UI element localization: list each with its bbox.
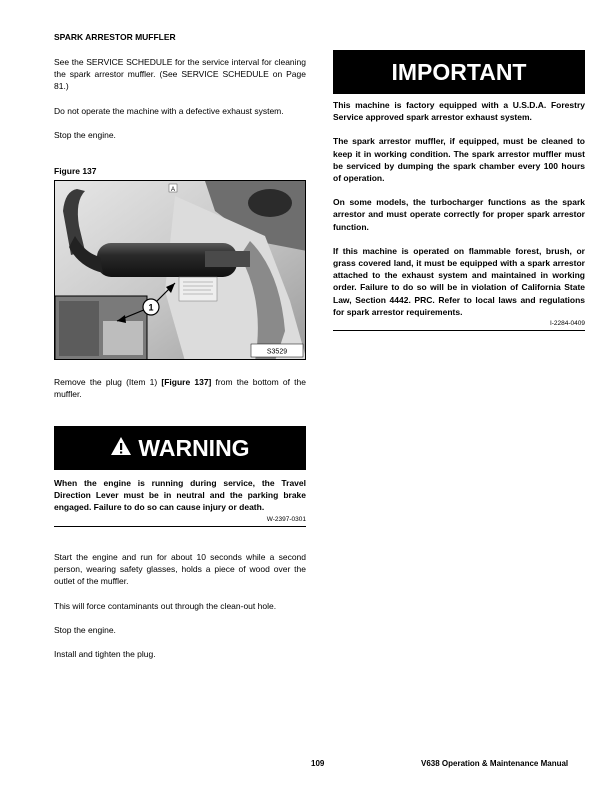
procedure-text bbox=[54, 551, 306, 660]
callout-number: 1 bbox=[148, 302, 154, 313]
important-paragraph: If this machine is operated on flammable forest, brush, or grass covered land, it must be equipped with a spark arrestor attached to the exhaust system and maintained in working order. Failure to do so will be in violation of California State Law, Section 4442. PRC. Refer to local laws and regulations for spark arrestor requirements. bbox=[333, 245, 585, 317]
paragraph: Install and tighten the plug. bbox=[54, 649, 156, 660]
warning-text: When the engine is running during service, the Travel Direction Lever must be in neutral and the parking brake engaged. Failure to do so can cause injury or death. bbox=[54, 478, 306, 513]
manual-title: V638 Operation & Maintenance Manual bbox=[421, 759, 569, 768]
section-heading: SPARK ARRESTOR MUFFLER bbox=[54, 32, 176, 42]
important-paragraph: On some models, the turbocharger functions as the spark arrestor and must operate correctly for proper spark arrestor function. bbox=[333, 197, 585, 232]
remove-plug-instruction bbox=[54, 376, 306, 400]
figure-label: Figure 137 bbox=[54, 166, 97, 176]
text: Remove the plug (Item 1) bbox=[54, 377, 162, 387]
warning-title: WARNING bbox=[138, 435, 250, 461]
paragraph: Start the engine and run for about 10 seconds while a second person, wearing safety glasses, holds a piece of wood over the outlet of the muffler. bbox=[54, 552, 306, 587]
figure-reference: [Figure 137] bbox=[161, 377, 212, 387]
warning-code: W-2397-0301 bbox=[266, 515, 306, 523]
warning-banner bbox=[54, 426, 306, 470]
figure-137-photo bbox=[54, 180, 306, 360]
divider bbox=[54, 526, 306, 527]
important-paragraph: This machine is factory equipped with a U.S.D.A. Forestry Service approved spark arrestor exhaust system. bbox=[333, 100, 585, 123]
text: from the bottom of the muffler. bbox=[54, 377, 306, 400]
divider bbox=[333, 330, 585, 331]
important-box bbox=[333, 99, 585, 331]
important-paragraph: The spark arrestor muffler, if equipped, must be cleaned to keep it in working condition. The spark arrestor muffler must be serviced by dumping the spark chamber every 100 hours of operation. bbox=[333, 136, 585, 184]
paragraph: See the SERVICE SCHEDULE for the service interval for cleaning the spark arrestor muffler. (See SERVICE SCHEDULE on Page 81.) bbox=[54, 57, 306, 92]
intro-text bbox=[54, 56, 306, 141]
paragraph: Stop the engine. bbox=[54, 624, 116, 635]
figure-code: S3529 bbox=[266, 348, 288, 356]
paragraph: Do not operate the machine with a defective exhaust system. bbox=[54, 105, 284, 116]
page-number: 109 bbox=[311, 759, 325, 768]
important-banner: IMPORTANT bbox=[333, 50, 585, 94]
paragraph: This will force contaminants out through the clean-out hole. bbox=[54, 600, 277, 611]
warning-box bbox=[54, 477, 306, 527]
warning-triangle-icon bbox=[110, 426, 132, 470]
muffler-illustration bbox=[55, 181, 306, 360]
paragraph: Stop the engine. bbox=[54, 129, 116, 140]
figure-marker: A bbox=[170, 187, 176, 193]
important-code: I-2284-0409 bbox=[549, 320, 585, 328]
